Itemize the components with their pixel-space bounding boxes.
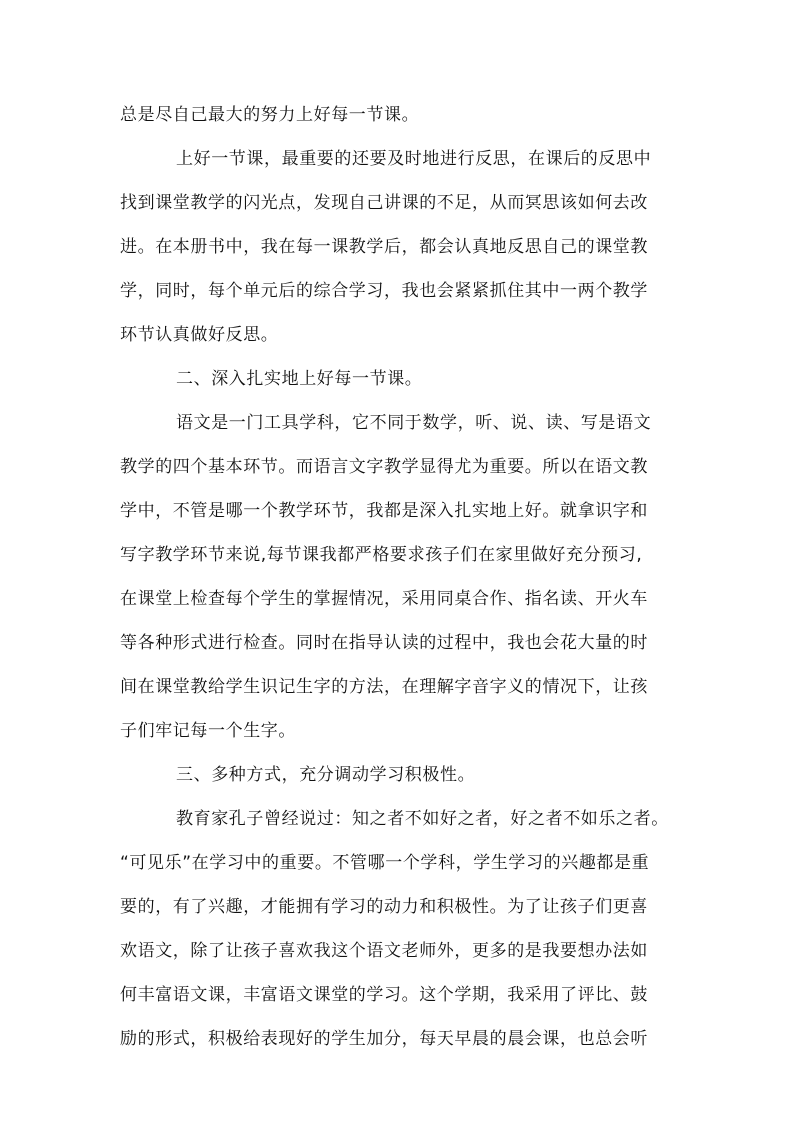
paragraph-start-line: 上好一节课，最重要的还要及时地进行反思，在课后的反思中 bbox=[176, 149, 652, 169]
section-heading: 三、多种方式，充分调动学习积极性。 bbox=[176, 765, 476, 785]
text-line: 学中，不管是哪一个教学环节，我都是深入扎实地上好。就拿识字和 bbox=[120, 501, 648, 521]
text-line: 进。在本册书中，我在每一课教学后，都会认真地反思自己的课堂教 bbox=[120, 237, 648, 257]
text-line: 教学的四个基本环节。而语言文字教学显得尤为重要。所以在语文教 bbox=[120, 457, 648, 477]
text-line: 何丰富语文课，丰富语文课堂的学习。这个学期，我采用了评比、鼓 bbox=[120, 985, 648, 1005]
text-line: 子们牢记每一个生字。 bbox=[120, 721, 296, 741]
section-heading: 二、深入扎实地上好每一节课。 bbox=[176, 369, 423, 389]
text-line: 要的，有了兴趣，才能拥有学习的动力和积极性。为了让孩子们更喜 bbox=[120, 897, 648, 917]
text-line: 写字教学环节来说,每节课我都严格要求孩子们在家里做好充分预习, bbox=[120, 545, 643, 565]
text-line: 在课堂上检查每个学生的掌握情况，采用同桌合作、指名读、开火车 bbox=[120, 589, 648, 609]
text-line: 间在课堂教给学生识记生字的方法，在理解字音字义的情况下，让孩 bbox=[120, 677, 648, 697]
paragraph-start-line: 教育家孔子曾经说过：知之者不如好之者，好之者不如乐之者。 bbox=[176, 809, 669, 829]
text-line: 等各种形式进行检查。同时在指导认读的过程中，我也会花大量的时 bbox=[120, 633, 648, 653]
text-line: “可见乐”在学习中的重要。不管哪一个学科，学生学习的兴趣都是重 bbox=[120, 853, 650, 873]
paragraph-start-line: 语文是一门工具学科，它不同于数学，听、说、读、写是语文 bbox=[176, 413, 652, 433]
text-line: 励的形式，积极给表现好的学生加分，每天早晨的晨会课，也总会听 bbox=[120, 1029, 648, 1049]
text-line: 环节认真做好反思。 bbox=[120, 325, 279, 345]
text-line: 找到课堂教学的闪光点，发现自己讲课的不足，从而冥思该如何去改 bbox=[120, 193, 648, 213]
text-line: 学，同时，每个单元后的综合学习，我也会紧紧抓住其中一两个教学 bbox=[120, 281, 648, 301]
text-line: 欢语文，除了让孩子喜欢我这个语文老师外，更多的是我要想办法如 bbox=[120, 941, 648, 961]
text-line: 总是尽自己最大的努力上好每一节课。 bbox=[120, 105, 420, 125]
